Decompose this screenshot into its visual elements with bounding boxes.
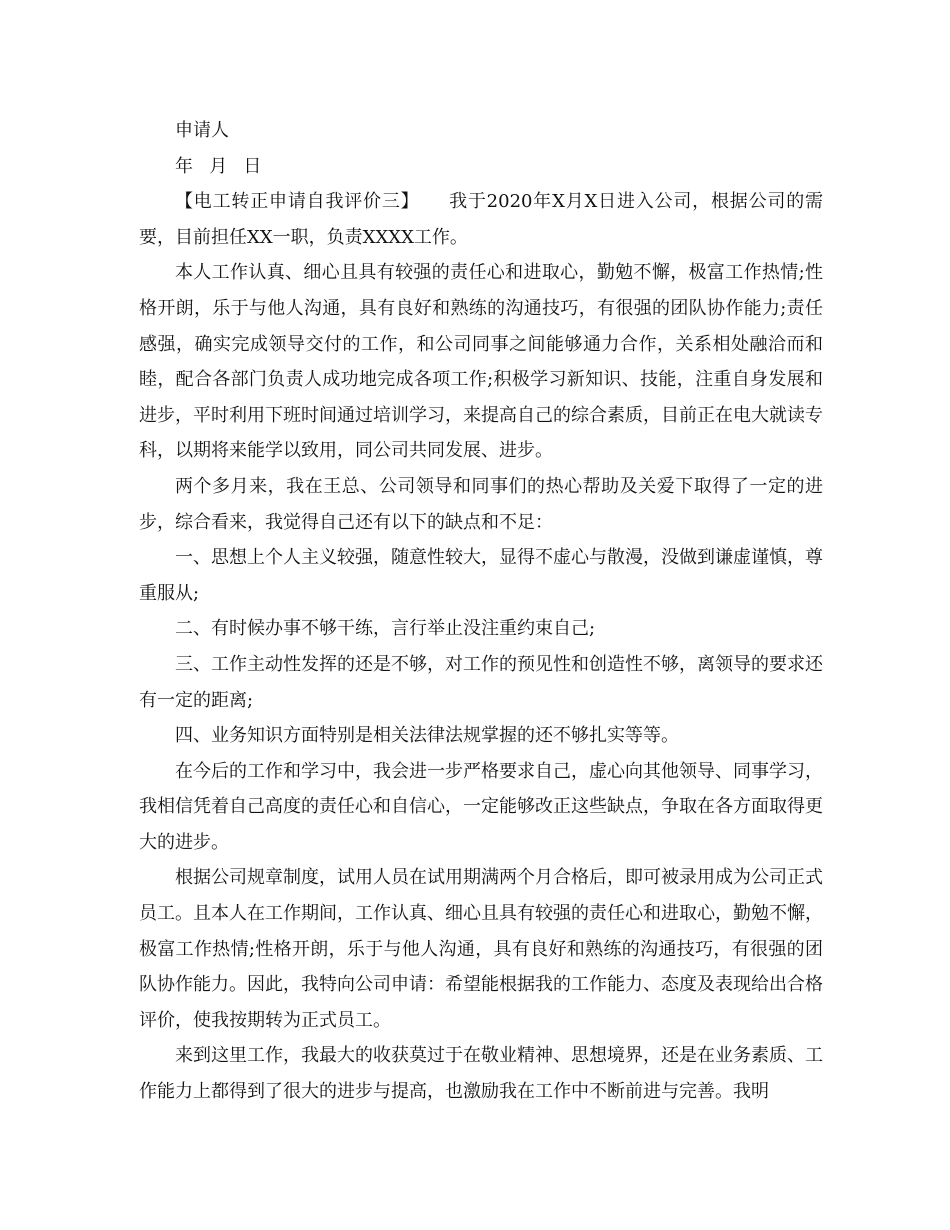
paragraph-intro [139, 184, 823, 255]
paragraph: 在今后的工作和学习中，我会进一步严格要求自己，虚心向其他领导、同事学习，我相信凭着自己高度的责任心和自信心，一定能够改正这些缺点，争取在各方面取得更大的进步。 [139, 760, 823, 853]
applicant-line [139, 113, 823, 149]
date-year: 年 [175, 155, 193, 177]
date-line [139, 149, 823, 185]
paragraph: 本人工作认真、细心且具有较强的责任心和进取心，勤勉不懈，极富工作热情;性格开朗，乐于与他人沟通，具有良好和熟练的沟通技巧，有很强的团队协作能力;责任感强，确实完成领导交付的工作，和公司同事之间能够通力合作，关系相处融洽而和睦，配合各部门负责人成功地完成各项工作;积极学习新知识、技能，注重自身发展和进步，平时利用下班时间通过培训学习，来提高自己的综合素质，目前正在电大就读专科，以期将来能学以致用，同公司共同发展、进步。 [139, 262, 823, 462]
section-title: 【电工转正申请自我评价三】 [175, 191, 420, 213]
paragraph: 来到这里工作，我最大的收获莫过于在敬业精神、思想境界，还是在业务素质、工作能力上都得到了很大的进步与提高，也激励我在工作中不断前进与完善。我明 [139, 1045, 823, 1103]
applicant-label: 申请人 [175, 120, 229, 141]
paragraph: 根据公司规章制度，试用人员在试用期满两个月合格后，即可被录用成为公司正式员工。且本人在工作期间，工作认真、细心且具有较强的责任心和进取心，勤勉不懈，极富工作热情;性格开朗，乐于与他人沟通，具有良好和熟练的沟通技巧，有很强的团队协作能力。因此，我特向公司申请：希望能根据我的工作能力、态度及表现给出合格评价，使我按期转为正式员工。 [139, 867, 823, 1031]
paragraph: 一、思想上个人主义较强，随意性较大，显得不虚心与散漫，没做到谦虚谨慎，尊重服从; [139, 547, 823, 604]
paragraph: 两个多月来，我在王总、公司领导和同事们的热心帮助及关爱下取得了一定的进步，综合看来，我觉得自己还有以下的缺点和不足： [139, 475, 823, 533]
paragraph-text: 我于2020年X月X日进入公司，根据公司的需要，目前担任XX一职，负责XXXX工作。 [139, 191, 823, 248]
paragraph: 四、业务知识方面特别是相关法律法规掌握的还不够扎实等等。 [175, 725, 679, 747]
paragraph: 二、有时候办事不够干练，言行举止没注重约束自己; [175, 618, 596, 640]
document-body [139, 113, 823, 1110]
date-day: 日 [243, 155, 262, 177]
date-month: 月 [209, 155, 228, 177]
paragraph: 三、工作主动性发挥的还是不够，对工作的预见性和创造性不够，离领导的要求还有一定的距离; [139, 653, 823, 711]
